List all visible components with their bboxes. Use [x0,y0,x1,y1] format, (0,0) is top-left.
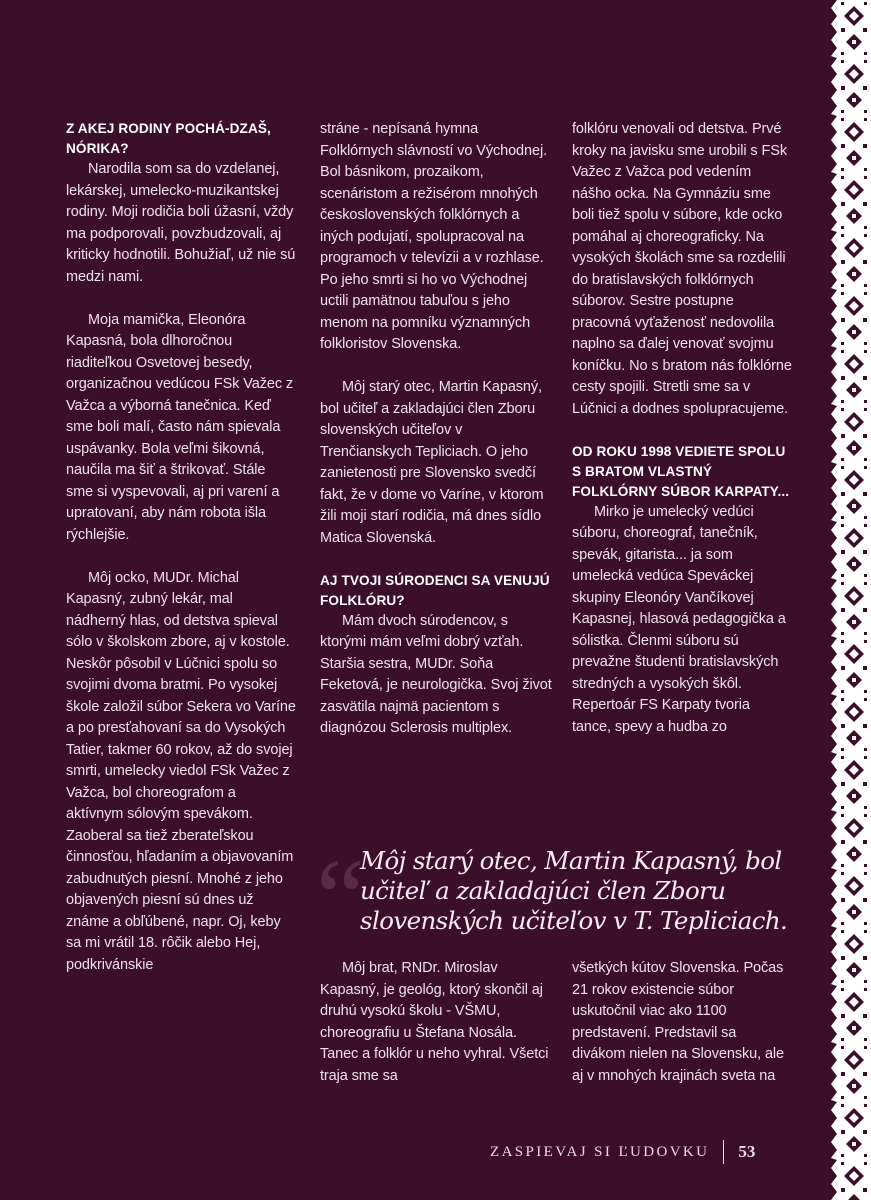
column-3 [572,119,792,738]
quote-mark-icon: “ [316,836,365,958]
magazine-name: ZASPIEVAJ SI ĽUDOVKU [490,1143,710,1160]
paragraph-brother: Môj brat, RNDr. Miroslav Kapasný, je geológ, ktorý skončil aj druhú vysokú školu - VŠMU, choreografiu u Štefana Nosála. Tanec a folklór u neho vyhral. Všetci traja sme sa [320,960,549,1084]
column-3-bottom [572,958,792,1087]
column-2-bottom [320,958,552,1087]
page-number: 53 [738,1142,756,1161]
folk-ornament-border [827,0,871,1200]
paragraph-father-continued: stráne - nepísaná hymna Folklórnych slávností vo Východnej. Bol básnikom, prozaikom, scenáristom a režisérom mnohých československých folklórnych a iných podujatí, spolupracoval na programoch v televízii a v rozhlase. Po jeho smrti si ho vo Východnej uctili pamätnou tabuľou s jeho menom na pomníku významných folkloristov Slovenska. [320,121,547,352]
footer-divider [723,1140,724,1164]
paragraph-mother: Moja mamička, Eleonóra Kapasná, bola dlhoročnou riaditeľkou Osvetovej besedy, organizačnou vedúcou FSk Važec z Važca a výborná tanečnica. Keď sme boli malí, často nám spievala uspávanky. Bola veľmi šikovná, naučila ma šiť a štrikovať. Stále sme si vyspevovali, aj pri varení a upratovaní, aby nám robota išla rýchlejšie. [66,311,294,543]
section-heading-karpaty: OD ROKU 1998 VEDIETE SPOLU S BRATOM VLASTNÝ FOLKLÓRNY SÚBOR KARPATY... [572,443,790,499]
paragraph-folklore-childhood: folklóru venovali od detstva. Prvé kroky na javisku sme urobili s FSk Važec z Važca pod vedením nášho ocka. Na Gymnáziu sme boli tiež spolu v súbore, kde ocko pomáhal aj choreograficky. Na vysokých školách sme sa rozdelili do bratislavských folklórnych súborov. Sestre postupne pracovná vyťaženosť nedovolila naplno sa ďalej venovať svojmu koníčku. No s bratom nás folklórne cesty spojili. Stretli sme sa v Lúčnici a dodnes spolupracujeme. [572,121,792,417]
paragraph-performances: všetkých kútov Slovenska. Počas 21 rokov existencie súbor uskutočnil viac ako 1100 predstavení. Predstavil sa divákom nielen na Slovensku, ale aj v mnohých krajinách sveta na [572,960,785,1084]
paragraph-siblings: Mám dvoch súrodencov, s ktorými mám veľmi dobrý vzťah. Staršia sestra, MUDr. Soňa Feketová, je neurologička. Svoj život zasvätila najmä pacientom s diagnózou Sclerosis multiplex. [320,612,552,736]
page-footer [490,1140,755,1164]
column-2 [320,119,552,740]
paragraph-family-intro: Narodila som sa do vzdelanej, lekárskej, umelecko-muzikantskej rodiny. Moji rodičia boli úžasní, vždy ma podporovali, povzbudzovali, aj kriticky hodnotili. Bohužiaľ, už nie sú medzi nami. [66,161,296,285]
pull-quote: Môj starý otec, Martin Kapasný, bol učiteľ a zakladajúci člen Zboru slovenských učiteľov v T. Tepliciach. [360,846,788,935]
section-heading-family: Z AKEJ RODINY POCHÁ-DZAŠ, NÓRIKA? [66,121,271,156]
column-1 [66,119,296,976]
paragraph-grandfather: Môj starý otec, Martin Kapasný, bol učiteľ a zakladajúci člen Zboru slovenských učiteľov v Trenčianskych Tepliciach. O jeho zanietenosti pre Slovensko svedčí fakt, že v dome vo Varíne, v ktorom žili moji starí rodičia, má dnes sídlo Matica Slovenská. [320,379,544,546]
paragraph-karpaty: Mirko je umelecký vedúci súboru, choreograf, tanečník, spevák, gitarista... ja som umelecká vedúca Speváckej skupiny Eleonóry Vančíkovej Kapasnej, hlasová pedagogička a sólistka. Členmi súboru sú prevažne študenti bratislavských stredných a vysokých škôl. Repertoár FS Karpaty tvoria tance, spevy a hudba zo [572,503,786,735]
section-heading-siblings: AJ TVOJI SÚRODENCI SA VENUJÚ FOLKLÓRU? [320,572,550,608]
paragraph-father: Môj ocko, MUDr. Michal Kapasný, zubný lekár, mal nádherný hlas, od detstva spieval sólo v školskom zbore, aj v kostole. Neskôr pôsobil v Lúčnici spolu so svojimi dvoma bratmi. Po vysokej škole založil súbor Sekera vo Varíne a po presťahovaní sa do Vysokých Tatier, takmer 60 rokov, až do svojej smrti, umelecky viedol FSk Važec z Važca, bol choreografom a aktívnym sólovým spevákom. Zaoberal sa tiež zberateľskou činnosťou, hľadaním a objavovaním zabudnutých piesní. Mnohé z jeho objavených piesní sú dnes už známe a obľúbené, napr. Oj, keby sa mi vrátil 18. rôčik alebo Hej, podkrivánskie [66,569,296,973]
